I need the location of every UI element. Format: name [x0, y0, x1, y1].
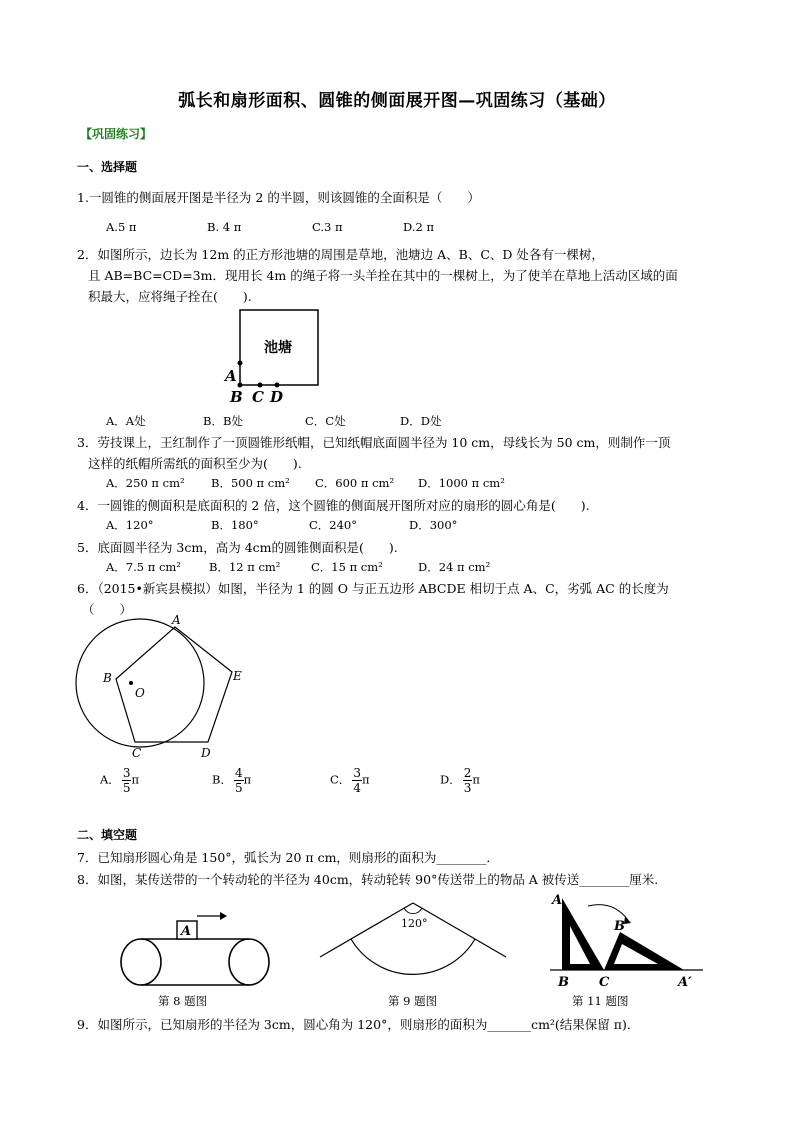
rotation-arc: [588, 905, 628, 920]
left-wheel: [121, 939, 161, 985]
section-tag: 【巩固练习】: [80, 127, 153, 141]
q2-opt-b: B．B处: [203, 414, 243, 428]
q3-opt-b: B．500 π cm²: [211, 476, 290, 490]
q5-text: 5．底面圆半径为 3cm，高为 4cm的圆锥侧面积是( ).: [77, 540, 398, 555]
q6-opt-d: D． $\frac{2}{3}$ π: [440, 766, 480, 795]
radius-right: [413, 903, 506, 957]
q6-line1: 6．（2015•新宾县模拟）如图，半径为 1 的圆 O 与正五边形 ABCDE 相切于点 A、C，劣弧 AC 的长度为: [77, 581, 669, 596]
fig11-triangles: [548, 890, 708, 990]
tree-a: [238, 361, 243, 366]
q5-opt-a: A．7.5 π cm²: [106, 560, 181, 574]
q5-opt-d: D．24 π cm²: [418, 560, 491, 574]
q2-opt-c: C．C处: [305, 414, 346, 428]
part2-heading: 二、填空题: [77, 828, 138, 842]
angle-label: 120°: [401, 917, 428, 930]
label-c: C: [132, 746, 142, 760]
label-e: E: [233, 669, 242, 683]
fig11-caption: 第 11 题图: [572, 994, 629, 1008]
q9-text: 9．如图所示，已知扇形的半径为 3cm，圆心角为 120°，则扇形的面积为_______cm²(结果保留 π)．: [77, 1017, 640, 1032]
fig9-sector: [318, 895, 508, 990]
q6-opt-a: A． $\frac{3}{5}$ π: [100, 766, 140, 795]
q4-opt-d: D．300°: [409, 518, 458, 532]
q2-line1-text: 2．如图所示，边长为 12m 的正方形池塘的周围是草地，池塘边 A、B、C、D 处各有一棵树，: [77, 247, 604, 262]
q5-opt-b: B．12 π cm²: [209, 560, 281, 574]
triangle-a2b2c: [604, 932, 684, 970]
sector-arc: [351, 939, 475, 974]
label-c: C: [252, 388, 264, 405]
q3-opt-d: D．1000 π cm²: [418, 476, 505, 490]
label-d: D: [201, 746, 211, 760]
circle-o: [76, 619, 204, 747]
q6-opt-b: B． $\frac{4}{5}$ π: [212, 766, 252, 795]
q2-line2: 且 AB=BC=CD=3m．现用长 4m 的绳子将一头羊拴在其中的一棵树上，为了使羊在草地上活动区域的面: [88, 268, 678, 283]
label-d: D: [270, 388, 284, 405]
label-a: A: [552, 893, 563, 908]
point-o: [129, 681, 133, 685]
arrow-head-icon: [220, 912, 227, 920]
label-b: B: [103, 671, 112, 685]
q2-line3: 积最大，应将绳子拴在( ).: [88, 289, 252, 304]
fig8-caption: 第 8 题图: [158, 994, 208, 1008]
angle-mark: [404, 908, 422, 914]
part1-heading: 一、选择题: [77, 160, 138, 174]
q3-line2: 这样的纸帽所需纸的面积至少为( ).: [88, 456, 302, 471]
q3-opt-c: C．600 π cm²: [315, 476, 395, 490]
q2-figure: [220, 305, 330, 405]
q3-line1: 3．劳技课上，王红制作了一顶圆锥形纸帽，已知纸帽底面圆半径为 10 cm，母线长为 50 cm，则制作一顶: [77, 435, 671, 450]
label-o: O: [135, 686, 145, 700]
page-title: 弧长和扇形面积、圆锥的侧面展开图—巩固练习（基础）: [178, 91, 616, 111]
label-a: A: [225, 367, 237, 385]
q1-text: 1.一圆锥的侧面展开图是半径为 2 的半圆，则该圆锥的全面积是（ ）: [77, 190, 480, 205]
label-a-prime: A′: [678, 975, 692, 990]
label-c: C: [599, 975, 610, 990]
q4-opt-c: C．240°: [309, 518, 357, 532]
q8-text: 8．如图，某传送带的一个转动轮的半径为 40cm，转动轮转 90°传送带上的物品 A 被传送________厘米.: [77, 872, 659, 887]
pentagon-abcde: [116, 627, 232, 742]
label-a: A: [172, 613, 181, 627]
label-b: B: [558, 975, 569, 990]
q1-opt-c: C.3 π: [312, 220, 343, 234]
tree-c: [258, 383, 263, 388]
tree-d: [275, 383, 280, 388]
q6-opt-c: C． $\frac{3}{4}$ π: [330, 766, 370, 795]
right-wheel: [229, 939, 269, 985]
tree-b: [238, 383, 243, 388]
q1-opt-b: B. 4 π: [207, 220, 242, 234]
q1-opt-d: D.2 π: [403, 220, 434, 234]
fig9-caption: 第 9 题图: [388, 994, 438, 1008]
pond-label: 池塘: [264, 340, 292, 356]
q4-text: 4．一圆锥的侧面积是底面积的 2 倍，这个圆锥的侧面展开图所对应的扇形的圆心角是( ).: [77, 498, 590, 513]
q2-opt-d: D．D处: [400, 414, 442, 428]
q6-line2: （ ）: [82, 602, 133, 617]
q1-opt-a: A.5 π: [106, 220, 137, 234]
q4-opt-a: A．120°: [106, 518, 154, 532]
q5-opt-c: C．15 π cm²: [311, 560, 383, 574]
q6-figure: [70, 612, 260, 762]
label-b: B: [230, 388, 243, 405]
label-b-prime: B′: [614, 919, 629, 934]
item-a-label: A: [181, 924, 192, 939]
q7-text: 7．已知扇形圆心角是 150°，弧长为 20 π cm，则扇形的面积为________．: [77, 850, 499, 865]
radius-left: [320, 903, 413, 957]
q4-opt-b: B．180°: [211, 518, 259, 532]
q2-opt-a: A．A处: [106, 414, 146, 428]
fig8-conveyor: [115, 905, 280, 990]
q3-opt-a: A．250 π cm²: [106, 476, 185, 490]
